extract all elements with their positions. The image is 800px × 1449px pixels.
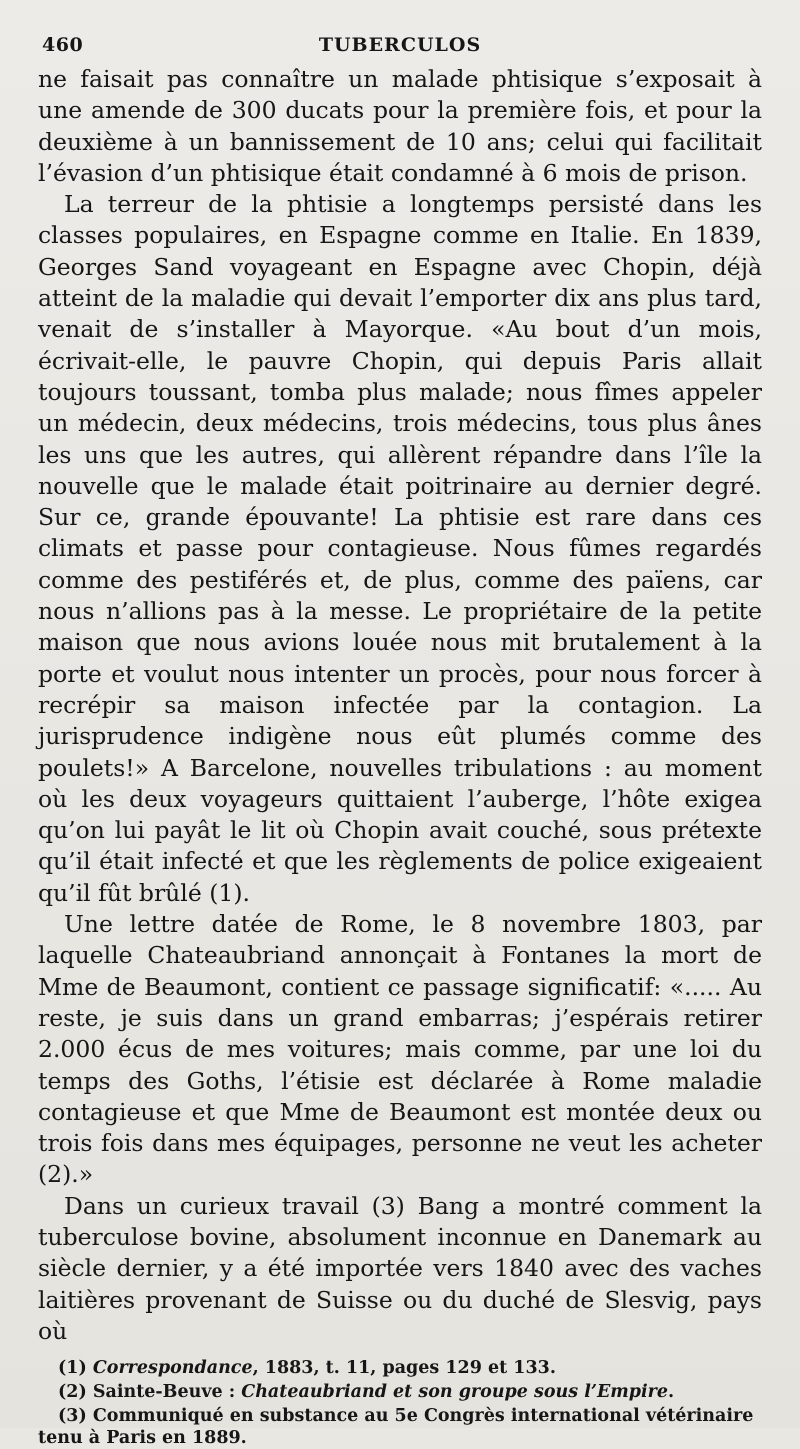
- footnote-marker: (1): [58, 1358, 87, 1379]
- body-text: [38, 64, 762, 1347]
- footnote-3: [38, 1405, 762, 1449]
- page-number: 460: [42, 34, 84, 56]
- footnote-text: Sainte-Beuve :: [86, 1382, 242, 1403]
- paragraph-chateaubriand: Une lettre datée de Rome, le 8 novembre 1803, par laquelle Chateaubriand annonçait à Fontanes la mort de Mme de Beaumont, contient ce passage significatif: «..... Au reste, je suis dans un grand embarras; j’espérais retirer 2.000 écus de mes voitures; mais comme, par une loi du temps des Goths, l’étisie est déclarée à Rome maladie contagieuse et que Mme de Beaumont est montée deux ou trois fois dans mes équipages, personne ne veut les acheter (2).»: [38, 910, 762, 1189]
- footnote-text: Communiqué en substance au 5e Congrès international vétérinaire tenu à Paris en 1889.: [38, 1406, 754, 1449]
- footnote-italic-text: Chateaubriand et son groupe sous l’Empire: [241, 1382, 669, 1403]
- footnote-marker: (3): [58, 1406, 87, 1427]
- running-title: TUBERCULOS: [318, 34, 482, 56]
- footnotes: [38, 1357, 762, 1449]
- footnote-italic-text: Correspondance: [92, 1358, 253, 1379]
- footnote-1: [38, 1357, 762, 1379]
- paragraph-bang: Dans un curieux travail (3) Bang a montré comment la tuberculose bovine, absolument inconnue en Danemark au siècle dernier, y a été importée vers 1840 avec des vaches laitières provenant de Suisse ou du duché de Slesvig, pays où: [38, 1191, 762, 1345]
- footnote-text: .: [668, 1382, 675, 1403]
- running-head: [38, 28, 762, 64]
- paragraph-continued: ne faisait pas connaître un malade phtisique s’exposait à une amende de 300 ducats pour la première fois, et pour la deuxième à un bannissement de 10 ans; celui qui facilitait l’évasion d’un phtisique était condamné à 6 mois de prison.: [38, 65, 762, 187]
- footnote-2: [38, 1381, 762, 1403]
- paragraph-chopin: La terreur de la phtisie a longtemps persisté dans les classes populaires, en Espagne comme en Italie. En 1839, Georges Sand voyageant en Espagne avec Chopin, déjà atteint de la maladie qui devait l’emporter dix ans plus tard, venait de s’installer à Mayorque. «Au bout d’un mois, écrivait-elle, le pauvre Chopin, qui depuis Paris allait toujours toussant, tomba plus malade; nous fîmes appeler un médecin, deux médecins, trois médecins, tous plus ânes les uns que les autres, qui allèrent répandre dans l’île la nouvelle que le malade était poitrinaire au dernier degré. Sur ce, grande épouvante! La phtisie est rare dans ces climats et passe pour contagieuse. Nous fûmes regardés comme des pestiférés et, de plus, comme des païens, car nous n’allions pas à la messe. Le propriétaire de la petite maison que nous avions louée nous mit brutalement à la porte et voulut nous intenter un procès, pour nous forcer à recrépir sa maison infectée par la contagion. La jurisprudence indigène nous eût plumés comme des poulets!» A Barcelone, nouvelles tribulations : au moment où les deux voyageurs quittaient l’auberge, l’hôte exigea qu’on lui payât le lit où Chopin avait couché, sous prétexte qu’il était infecté et que les règlements de police exigeaient qu’il fût brûlé (1).: [38, 190, 762, 907]
- footnote-text: , 1883, t. 11, pages 129 et 133.: [252, 1358, 556, 1379]
- footnote-marker: (2): [58, 1382, 87, 1403]
